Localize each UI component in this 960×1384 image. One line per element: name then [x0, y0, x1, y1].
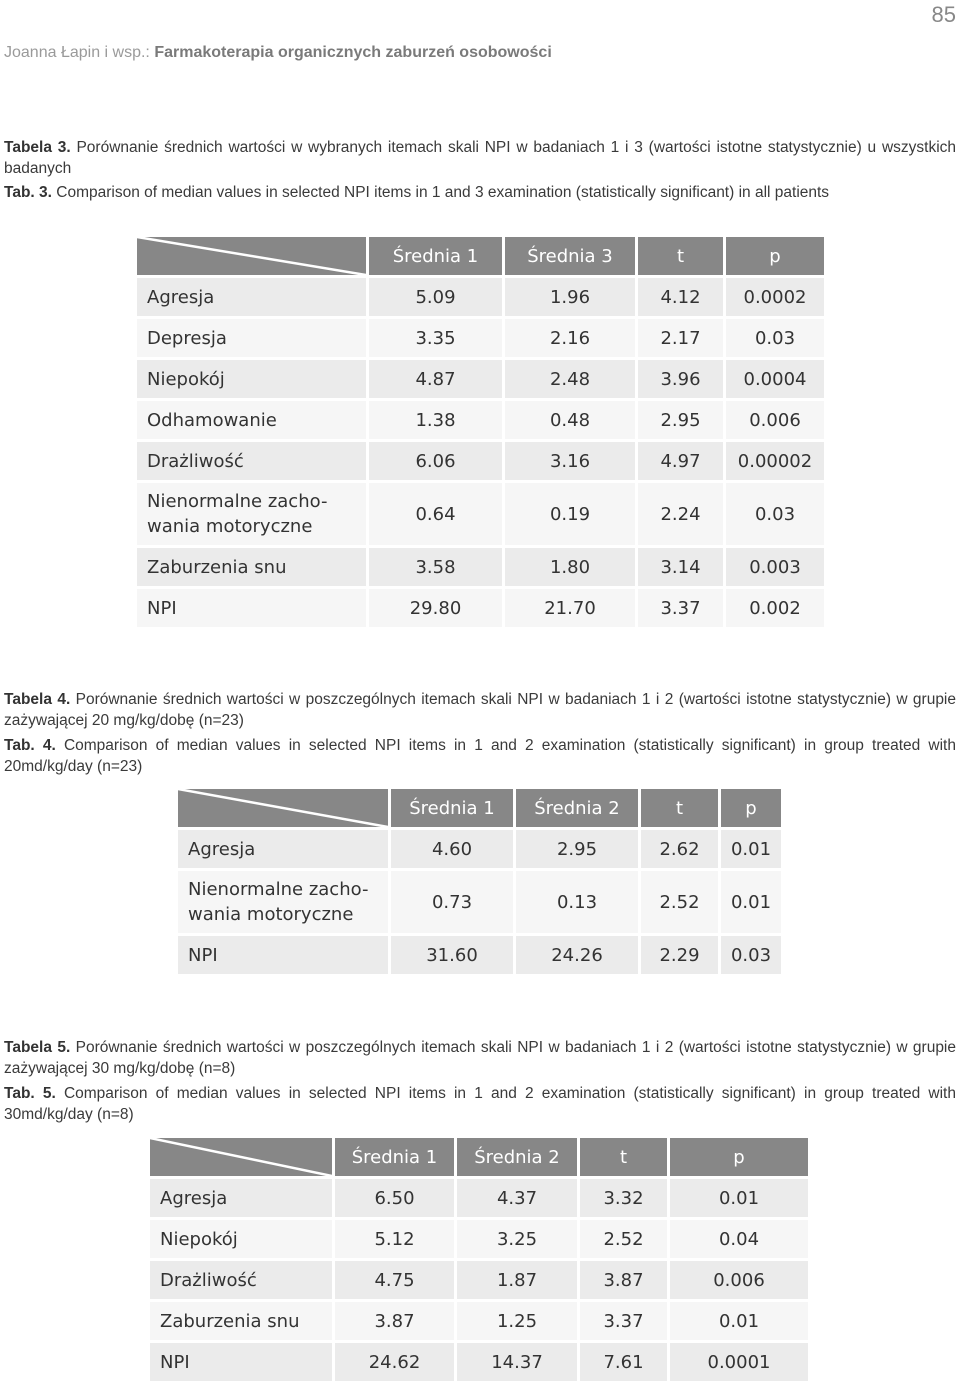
running-head — [4, 44, 552, 62]
corner-cell — [150, 1138, 332, 1176]
table-cell: 5.09 — [369, 278, 502, 316]
caption-label: Tabela 4. — [4, 691, 71, 708]
table-cell: 31.60 — [391, 936, 513, 974]
table-cell: 1.96 — [505, 278, 635, 316]
table-cell: 2.52 — [641, 871, 718, 933]
table-3 — [134, 234, 827, 630]
table-row — [150, 1343, 808, 1381]
row-label: NPI — [178, 936, 388, 974]
column-header: Średnia 1 — [335, 1138, 454, 1176]
table-row — [178, 871, 781, 933]
row-label: Agresja — [137, 278, 366, 316]
table-row — [137, 548, 824, 586]
table-cell: 0.0004 — [726, 360, 824, 398]
table-4-caption-pl — [4, 689, 956, 731]
header-row — [150, 1138, 808, 1176]
table-row — [137, 483, 824, 545]
table-cell: 4.60 — [391, 830, 513, 868]
table-row — [137, 401, 824, 439]
table-row — [137, 319, 824, 357]
row-label: Nienormalne zacho- wania motoryczne — [178, 871, 388, 933]
table-cell: 1.87 — [457, 1261, 577, 1299]
table-cell: 0.64 — [369, 483, 502, 545]
table-5 — [147, 1135, 811, 1384]
table-cell: 1.38 — [369, 401, 502, 439]
table-cell: 0.01 — [721, 871, 781, 933]
table-row — [150, 1261, 808, 1299]
table-cell: 3.14 — [638, 548, 723, 586]
row-label: Depresja — [137, 319, 366, 357]
caption-text: Porównanie średnich wartości w poszczególnych itemach skali NPI w badaniach 1 i 2 (wartości istotne statystycznie) w grupie zażywającej 30 mg/kg/dobę (n=8) — [4, 1039, 956, 1077]
column-header: Średnia 3 — [505, 237, 635, 275]
table-cell: 0.00002 — [726, 442, 824, 480]
table-row — [137, 589, 824, 627]
table-cell: 0.03 — [726, 319, 824, 357]
running-head-title: Farmakoterapia organicznych zaburzeń osobowości — [154, 44, 552, 61]
row-label: Drażliwość — [150, 1261, 332, 1299]
table-row — [178, 936, 781, 974]
table-row — [178, 830, 781, 868]
table-cell: 4.37 — [457, 1179, 577, 1217]
table-cell: 0.01 — [670, 1179, 808, 1217]
table-cell: 7.61 — [580, 1343, 667, 1381]
table-5-caption-pl — [4, 1037, 956, 1079]
caption-text: Comparison of median values in selected NPI items in 1 and 2 examination (statistically significant) in group treated with 30md/kg/day (n=8) — [4, 1085, 956, 1123]
column-header: t — [580, 1138, 667, 1176]
table-cell: 2.17 — [638, 319, 723, 357]
table-cell: 14.37 — [457, 1343, 577, 1381]
row-label: Niepokój — [137, 360, 366, 398]
table-cell: 3.16 — [505, 442, 635, 480]
header-row — [178, 789, 781, 827]
table-cell: 24.26 — [516, 936, 638, 974]
table-row — [137, 442, 824, 480]
caption-label: Tabela 5. — [4, 1039, 71, 1056]
table-cell: 0.0001 — [670, 1343, 808, 1381]
running-head-authors: Joanna Łapin i wsp.: — [4, 44, 150, 61]
page-number: 85 — [931, 2, 956, 27]
table-cell: 0.01 — [721, 830, 781, 868]
table-cell: 0.03 — [726, 483, 824, 545]
row-label: Niepokój — [150, 1220, 332, 1258]
table-row — [150, 1302, 808, 1340]
table-cell: 2.29 — [641, 936, 718, 974]
caption-label: Tab. 4. — [4, 737, 56, 754]
table-cell: 4.97 — [638, 442, 723, 480]
header-row — [137, 237, 824, 275]
row-label: Odhamowanie — [137, 401, 366, 439]
table-cell: 3.35 — [369, 319, 502, 357]
table-cell: 21.70 — [505, 589, 635, 627]
column-header: t — [638, 237, 723, 275]
table-cell: 1.25 — [457, 1302, 577, 1340]
table-cell: 3.87 — [580, 1261, 667, 1299]
table-cell: 2.52 — [580, 1220, 667, 1258]
column-header: p — [721, 789, 781, 827]
column-header: p — [726, 237, 824, 275]
table-cell: 0.03 — [721, 936, 781, 974]
table-cell: 3.32 — [580, 1179, 667, 1217]
table-3-caption-pl — [4, 137, 956, 179]
table-row — [150, 1179, 808, 1217]
table-cell: 3.25 — [457, 1220, 577, 1258]
table-3-caption-en — [4, 182, 956, 203]
table-cell: 0.73 — [391, 871, 513, 933]
table-cell: 1.80 — [505, 548, 635, 586]
table-cell: 0.0002 — [726, 278, 824, 316]
table-row — [137, 360, 824, 398]
table-cell: 0.01 — [670, 1302, 808, 1340]
table-cell: 4.12 — [638, 278, 723, 316]
caption-text: Porównanie średnich wartości w wybranych itemach skali NPI w badaniach 1 i 3 (wartości istotne statystycznie) u wszystkich badanych — [4, 139, 957, 177]
table-cell: 3.37 — [638, 589, 723, 627]
table-cell: 3.58 — [369, 548, 502, 586]
table-cell: 2.24 — [638, 483, 723, 545]
table-cell: 4.87 — [369, 360, 502, 398]
caption-label: Tabela 3. — [4, 139, 71, 156]
table-cell: 6.06 — [369, 442, 502, 480]
table-row — [137, 278, 824, 316]
table-cell: 4.75 — [335, 1261, 454, 1299]
table-4 — [175, 786, 784, 977]
table-cell: 0.003 — [726, 548, 824, 586]
column-header: Średnia 2 — [457, 1138, 577, 1176]
table-cell: 0.04 — [670, 1220, 808, 1258]
table-4-caption-en — [4, 735, 956, 777]
table-cell: 0.48 — [505, 401, 635, 439]
table-cell: 5.12 — [335, 1220, 454, 1258]
column-header: Średnia 1 — [391, 789, 513, 827]
caption-text: Comparison of median values in selected NPI items in 1 and 3 examination (statistically significant) in all patients — [56, 184, 830, 201]
corner-cell — [178, 789, 388, 827]
table-5-caption-en — [4, 1083, 956, 1125]
table-cell: 2.16 — [505, 319, 635, 357]
table-cell: 2.95 — [516, 830, 638, 868]
caption-label: Tab. 5. — [4, 1085, 56, 1102]
column-header: t — [641, 789, 718, 827]
table-cell: 3.96 — [638, 360, 723, 398]
table-cell: 2.62 — [641, 830, 718, 868]
row-label: Agresja — [178, 830, 388, 868]
table-cell: 0.19 — [505, 483, 635, 545]
row-label: NPI — [150, 1343, 332, 1381]
caption-text: Comparison of median values in selected NPI items in 1 and 2 examination (statistically significant) in group treated with 20md/kg/day (n=23) — [4, 737, 956, 775]
column-header: Średnia 1 — [369, 237, 502, 275]
table-cell: 24.62 — [335, 1343, 454, 1381]
column-header: Średnia 2 — [516, 789, 638, 827]
table-cell: 0.002 — [726, 589, 824, 627]
table-cell: 2.95 — [638, 401, 723, 439]
table-cell: 6.50 — [335, 1179, 454, 1217]
row-label: Drażliwość — [137, 442, 366, 480]
caption-label: Tab. 3. — [4, 184, 52, 201]
caption-text: Porównanie średnich wartości w poszczególnych itemach skali NPI w badaniach 1 i 2 (wartości istotne statystycznie) w grupie zażywającej 20 mg/kg/dobę (n=23) — [4, 691, 956, 729]
row-label: Zaburzenia snu — [150, 1302, 332, 1340]
row-label: Zaburzenia snu — [137, 548, 366, 586]
corner-cell — [137, 237, 366, 275]
table-cell: 0.006 — [726, 401, 824, 439]
table-cell: 0.006 — [670, 1261, 808, 1299]
table-cell: 2.48 — [505, 360, 635, 398]
column-header: p — [670, 1138, 808, 1176]
table-cell: 3.87 — [335, 1302, 454, 1340]
row-label: Agresja — [150, 1179, 332, 1217]
row-label: Nienormalne zacho- wania motoryczne — [137, 483, 366, 545]
table-row — [150, 1220, 808, 1258]
table-cell: 0.13 — [516, 871, 638, 933]
row-label: NPI — [137, 589, 366, 627]
table-cell: 29.80 — [369, 589, 502, 627]
table-cell: 3.37 — [580, 1302, 667, 1340]
